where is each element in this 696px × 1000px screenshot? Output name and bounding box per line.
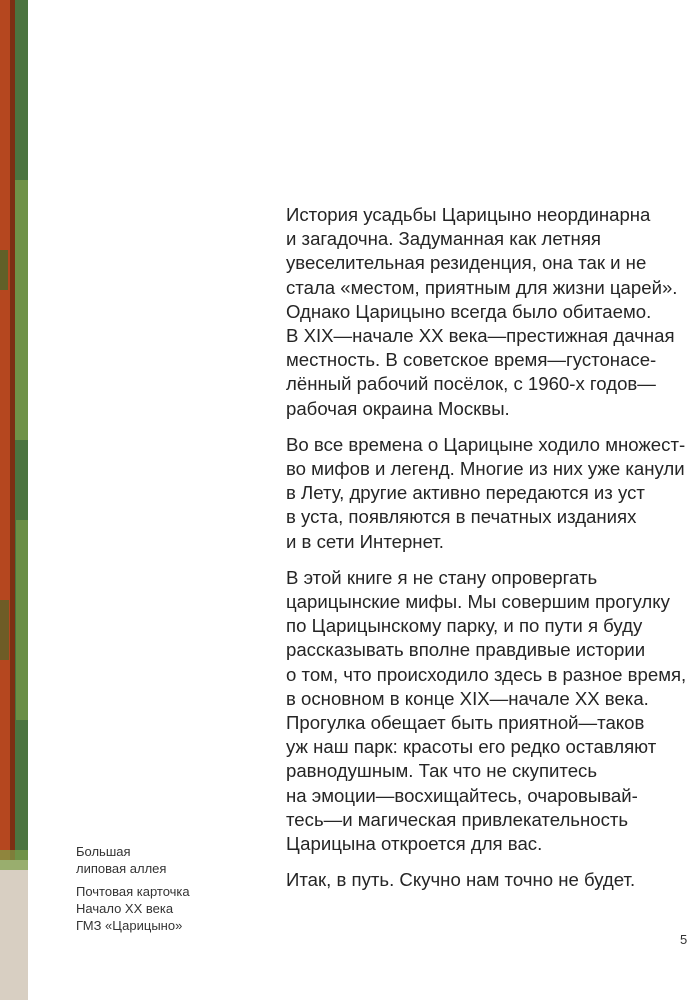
text-line: равнодушным. Так что не скупитесь [286,760,598,782]
text-line: Прогулка обещает быть приятной—таков [286,712,645,734]
text-line: Царицына откроется для вас. [286,833,543,855]
text-line: В этой книге я не стану опровергать [286,566,598,588]
paragraph [286,566,686,856]
text-line: Во все времена о Царицыне ходило множест- [286,433,686,455]
page-number: 5 [680,932,688,947]
paragraph [286,203,686,421]
park-photo-strip [0,0,28,1000]
text-line: в Лету, другие активно передаются из уст [286,482,645,504]
caption-title-line: Большая [76,844,131,859]
photo-caption [76,843,246,934]
text-line: во мифов и легенд. Многие из них уже канули [286,458,685,480]
text-line: Итак, в путь. Скучно нам точно не будет. [286,869,636,891]
text-line: уж наш парк: красоты его редко оставляют [286,736,657,758]
text-line: на эмоции—восхищайтесь, очаровывай- [286,784,638,806]
caption-details [76,883,246,934]
text-line: В XIX—начале XX века—престижная дачная [286,325,675,347]
caption-detail-line: Почтовая карточка [76,884,190,899]
text-line: рассказывать вполне правдивые истории [286,639,646,661]
caption-detail-line: ГМЗ «Царицыно» [76,918,183,933]
alley-photo-image [0,0,28,1000]
text-line: и загадочна. Задуманная как летняя [286,228,601,250]
text-line: увеселительная резиденция, она так и не [286,252,647,274]
text-line: тесь—и магическая привлекательность [286,808,629,830]
text-line: в уста, появляются в печатных изданиях [286,506,637,528]
text-line: местность. В советское время—густонасе- [286,349,657,371]
paragraph [286,868,686,892]
text-line: царицынские мифы. Мы совершим прогулку [286,591,670,613]
text-line: Однако Царицыно всегда было обитаемо. [286,300,652,322]
text-line: лённый рабочий посёлок, с 1960-х годов— [286,373,656,395]
text-line: о том, что происходило здесь в разное время, [286,663,687,685]
text-line: История усадьбы Царицыно неординарна [286,204,651,225]
text-line: стала «местом, приятным для жизни царей». [286,276,678,298]
paragraph [286,433,686,554]
caption-title-line: липовая аллея [76,861,167,876]
text-line: в основном в конце XIX—начале XX века. [286,687,649,709]
caption-detail-line: Начало XX века [76,901,174,916]
text-line: рабочая окраина Москвы. [286,397,510,419]
caption-title [76,843,246,877]
text-line: по Царицынскому парку, и по пути я буду [286,615,643,637]
main-text [286,203,686,904]
text-line: и в сети Интернет. [286,530,444,552]
